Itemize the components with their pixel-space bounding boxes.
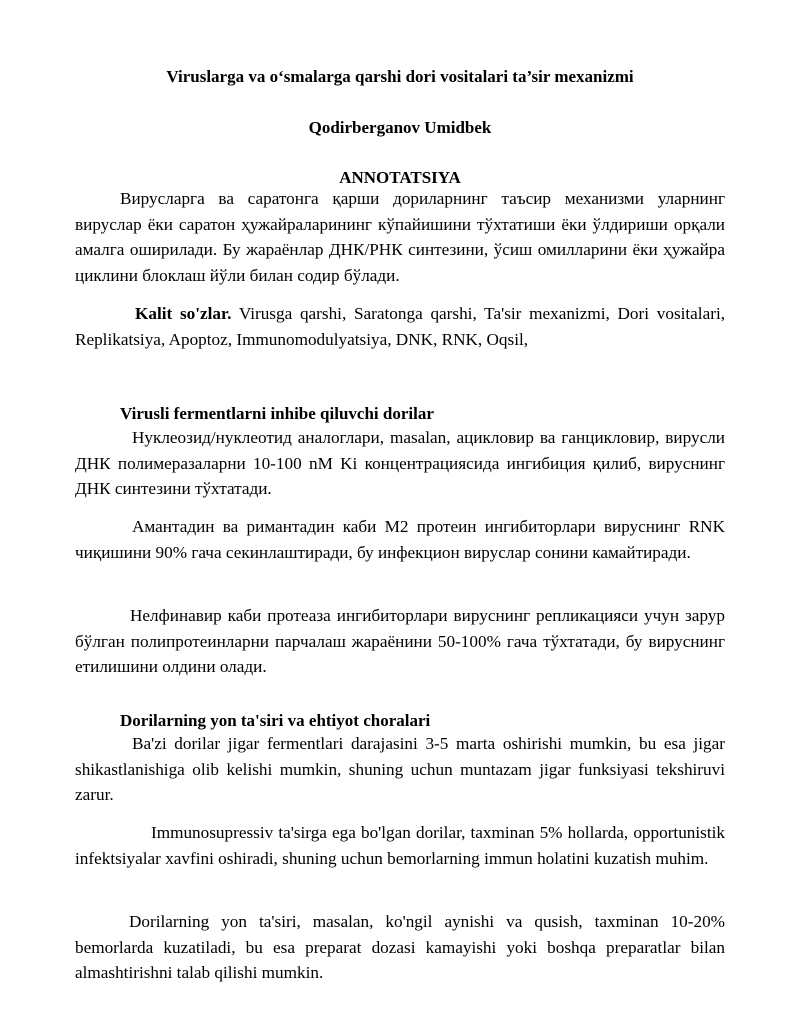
section2-paragraph-1: Ba'zi dorilar jigar fermentlari darajasini 3-5 marta oshirishi mumkin, bu esa jigar shikastlanishiga olib kelishi mumkin, shuning uchun muntazam jigar funksiyasi tekshiruvi zarur. [75,734,725,804]
section2-paragraph-2: Immunosupressiv ta'sirga ega bo'lgan dorilar, taxminan 5% hollarda, opportunistik infektsiyalar xavfini oshiradi, shuning uchun bemorlarning immun holatini kuzatish muhim. [75,823,725,868]
section1-paragraph-3: Нелфинавир каби протеаза ингибиторлари вируснинг репликацияси учун зарур бўлган полипротеинларни парчалаш жараёнини 50-100% гача тўхтатади, бу вируснинг етилишини олдини олади. [75,606,725,676]
section2-paragraph-3: Dorilarning yon ta'siri, masalan, ko'ngil aynishi va qusish, taxminan 10-20% bemorlarda kuzatiladi, bu esa preparat dozasi kamayishi yoki boshqa preparatlar bilan almashtirishni talab qilishi mumkin. [75,912,725,982]
keywords-text: Virusga qarshi, Saratonga qarshi, Ta'sir mexanizmi, Dori vositalari, Replikatsiya, Apoptoz, Immunomodulyatsiya, DNK, RNK, Oqsil, [75,304,726,349]
author-name: Qodirberganov Umidbek [308,118,492,137]
annotation-text: Вирусларга ва саратонга қарши дориларнинг таъсир механизми уларнинг вируслар ёки саратон ҳужайраларининг кўпайишини тўхтатиши ёки ўлдириши орқали амалга оширилади. Бу жараёнлар ДНК/РНК синтезини, ўсиш омилларини ёки ҳужайра циклини блоклаш йўли билан содир бўлади. [75,189,725,285]
keywords-label: Kalit so'zlar. [135,304,232,323]
keywords-paragraph [75,301,725,352]
annotation-paragraph [75,186,725,288]
section-heading-viral-enzymes: Virusli fermentlarni inhibe qiluvchi dorilar [120,404,434,423]
paper-title: Viruslarga va o‘smalarga qarshi dori vositalari ta’sir mexanizmi [166,67,634,86]
section1-paragraph-1: Нуклеозид/нуклеотид аналоглари, masalan, ацикловир ва ганцикловир, вирусли ДНК полимеразаларни 10-100 nM Ki концентрациясида ингибиция қилиб, вируснинг ДНК синтезини тўхтатади. [75,428,725,498]
section1-paragraph-2: Амантадин ва римантадин каби M2 протеин ингибиторлари вируснинг RNK чиқишини 90% гача секинлаштиради, бу инфекцион вируслар сонини камайтиради. [75,517,725,562]
section-heading-side-effects: Dorilarning yon ta'siri va ehtiyot choralari [120,711,431,730]
annotation-heading: ANNOTATSIYA [339,168,461,187]
